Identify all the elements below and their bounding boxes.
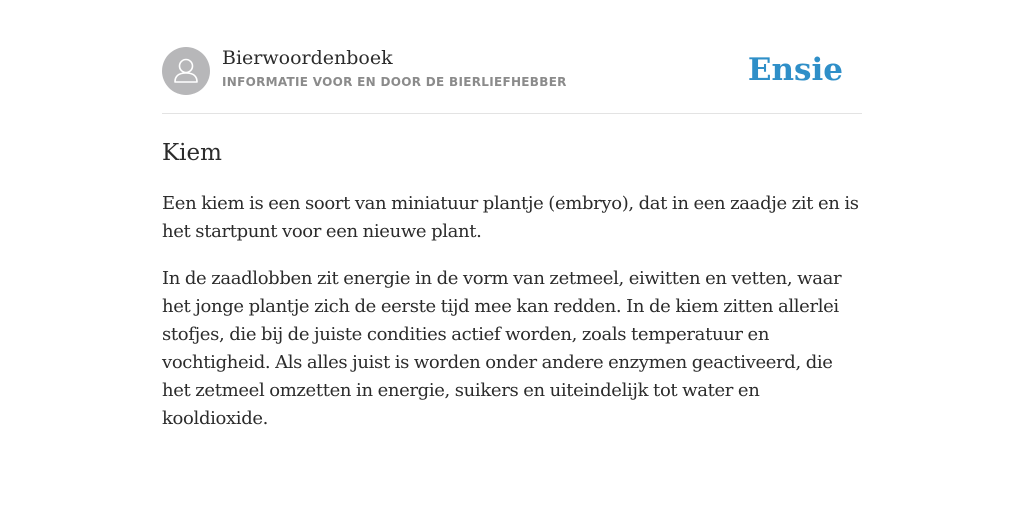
site-title[interactable]: Bierwoordenboek	[222, 47, 393, 69]
content-container	[162, 46, 862, 433]
avatar[interactable]	[162, 47, 210, 95]
definition-paragraph-2: In de zaadlobben zit energie in de vorm van zetmeel, eiwitten en vetten, waar het jonge plantje zich de eerste tijd mee kan redden. In de kiem zitten allerlei stofjes, die bij de juiste condities actief worden, zoals temperatuur en vochtigheid. Als alles juist is worden onder andere enzymen geactiveerd, die het zetmeel omzetten in energie, suikers en uiteindelijk tot water en kooldioxide.	[162, 268, 842, 429]
page-title: Kiem	[162, 140, 222, 166]
site-subtitle: INFORMATIE VOOR EN DOOR DE BIERLIEFHEBBER	[222, 75, 567, 89]
brand-logo[interactable]: Ensie	[747, 52, 843, 88]
header	[162, 46, 862, 114]
user-icon	[162, 47, 210, 95]
definition-paragraph-1: Een kiem is een soort van miniatuur plantje (embryo), dat in een zaadje zit en is het startpunt voor een nieuwe plant.	[162, 193, 859, 242]
